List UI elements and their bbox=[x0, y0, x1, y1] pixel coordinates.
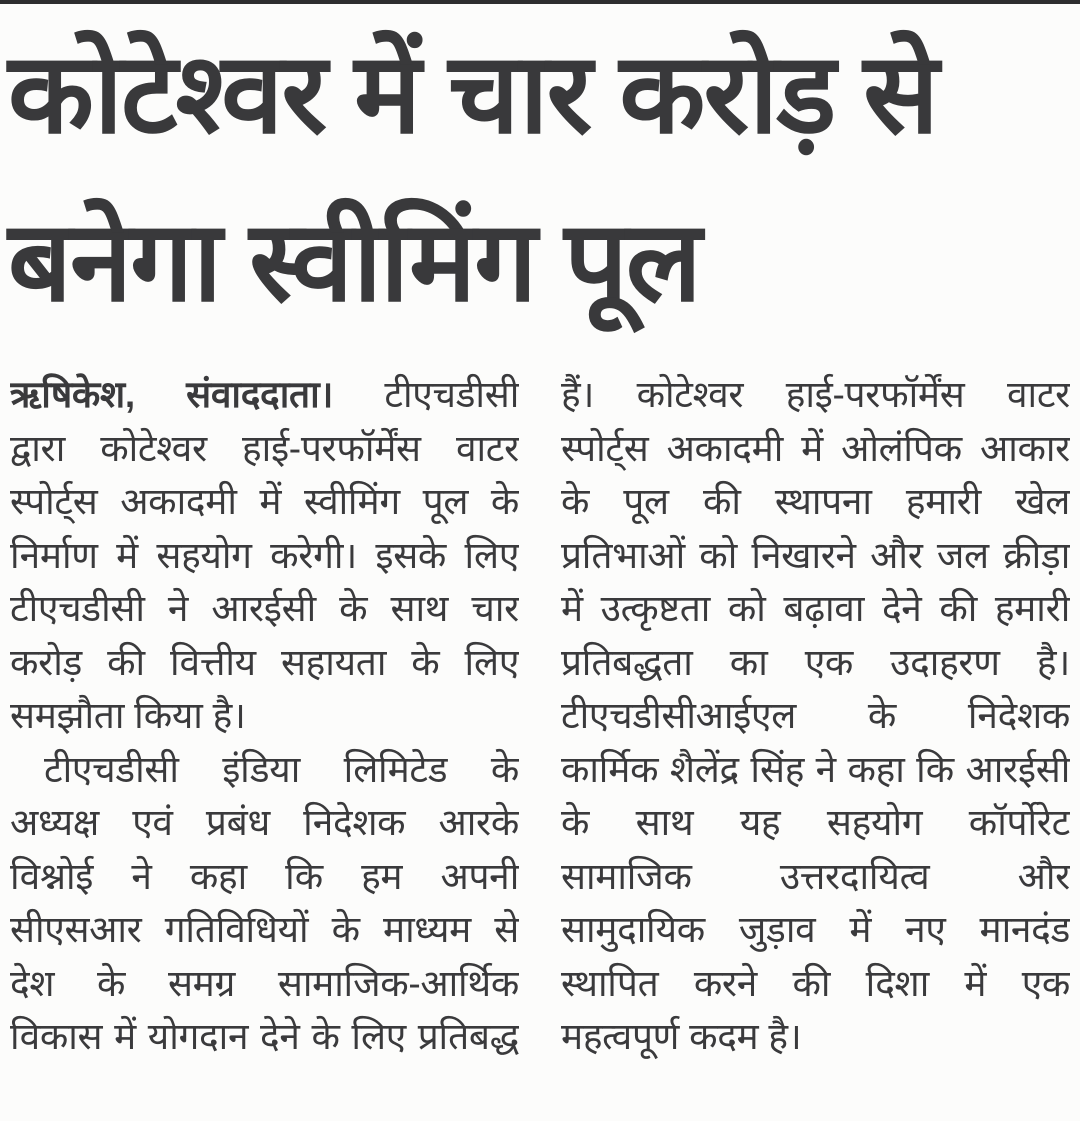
body-line: प्रतिबद्धता का एक उदाहरण है। bbox=[561, 641, 1070, 683]
body-line: विश्नोई ने कहा कि हम अपनी bbox=[10, 855, 519, 897]
body-line: अध्यक्ष एवं प्रबंध निदेशक आरके bbox=[10, 802, 519, 843]
body-line: के पूल की स्थापना हमारी खेल bbox=[561, 481, 1070, 522]
body-line: टीएचडीसी इंडिया लिमिटेड के bbox=[44, 748, 519, 790]
body-line: सामुदायिक जुड़ाव में नए मानदंड bbox=[561, 909, 1070, 950]
body-line: सीएसआर गतिविधियों के माध्यम से bbox=[10, 909, 519, 950]
headline bbox=[0, 0, 1080, 346]
article-body bbox=[0, 346, 1080, 1064]
column-left bbox=[10, 368, 519, 1064]
column-right bbox=[561, 368, 1070, 1064]
body-line: स्थापित करने की दिशा में एक bbox=[561, 962, 1070, 1004]
body-line: कार्मिक शैलेंद्र सिंह ने कहा कि आरईसी bbox=[561, 748, 1070, 790]
body-line: द्वारा कोटेश्वर हाई-परफॉर्मेंस वाटर bbox=[10, 427, 519, 469]
headline-line-2: बनेगा स्वीमिंग पूल bbox=[8, 199, 700, 324]
body-line: समझौता किया है। bbox=[10, 695, 246, 736]
body-line: स्पोर्ट्स अकादमी में ओलंपिक आकार bbox=[561, 427, 1070, 469]
body-line: हैं। कोटेश्वर हाई-परफॉर्मेंस वाटर bbox=[561, 374, 1070, 415]
body-line: के साथ यह सहयोग कॉर्पोरेट bbox=[561, 802, 1070, 843]
body-line: टीएचडीसीआईएल के निदेशक bbox=[561, 695, 1070, 736]
scan-edge-line bbox=[0, 0, 1080, 4]
body-line-text: टीएचडीसी bbox=[333, 374, 519, 415]
dateline: ऋषिकेश, संवाददाता। bbox=[10, 374, 334, 415]
body-line: प्रतिभाओं को निखारने और जल क्रीड़ा bbox=[561, 534, 1070, 576]
headline-line-1: कोटेश्वर में चार करोड़ से bbox=[8, 31, 937, 156]
body-line: स्पोर्ट्स अकादमी में स्वीमिंग पूल के bbox=[10, 481, 519, 522]
body-line: सामाजिक उत्तरदायित्व और bbox=[561, 855, 1070, 897]
body-line: देश के समग्र सामाजिक-आर्थिक bbox=[10, 962, 519, 1004]
body-line: विकास में योगदान देने के लिए प्रतिबद्ध bbox=[10, 1016, 519, 1057]
body-line: करोड़ की वित्तीय सहायता के लिए bbox=[10, 641, 519, 683]
body-line: में उत्कृष्टता को बढ़ावा देने की हमारी bbox=[561, 588, 1070, 629]
body-line: टीएचडीसी ने आरईसी के साथ चार bbox=[10, 588, 519, 629]
body-line: निर्माण में सहयोग करेगी। इसके लिए bbox=[10, 534, 519, 576]
body-line: महत्वपूर्ण कदम है। bbox=[561, 1016, 802, 1057]
body-line bbox=[10, 368, 519, 422]
